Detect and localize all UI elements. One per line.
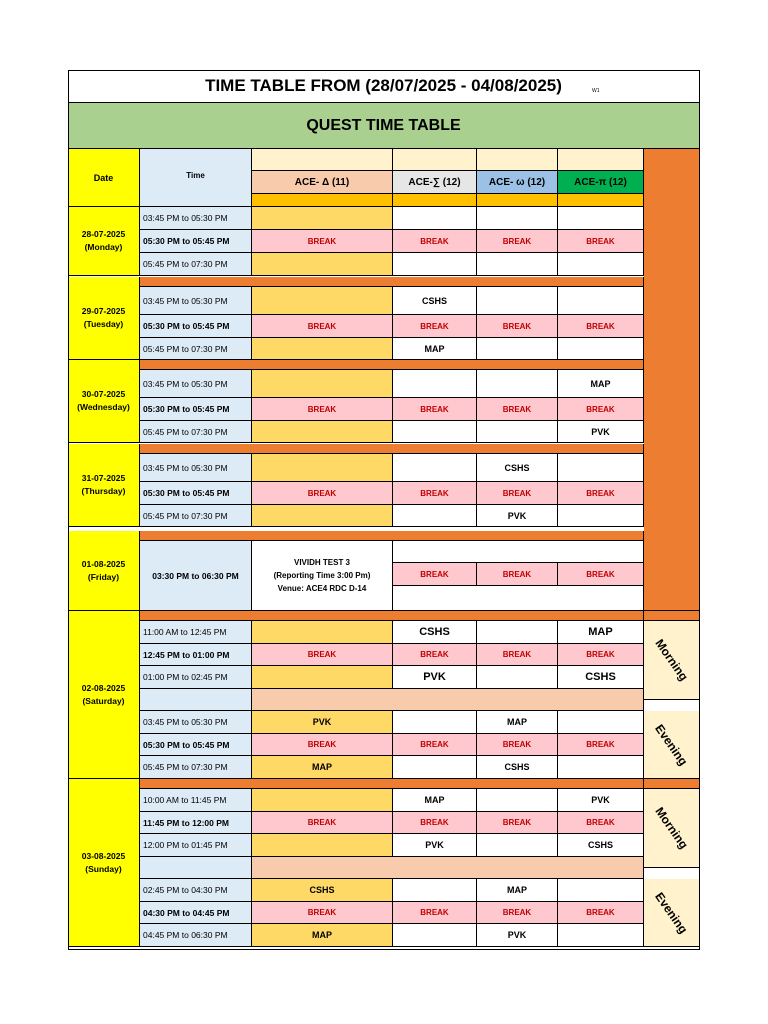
subject-cell (393, 879, 477, 902)
break-cell: BREAK (393, 734, 477, 756)
subject-cell (558, 454, 644, 482)
date-cell (68, 531, 140, 611)
subject-cell (477, 834, 558, 857)
subject-cell (393, 711, 477, 734)
time-cell: 05:45 PM to 07:30 PM (140, 756, 252, 779)
subject-cell: PVK (558, 421, 644, 443)
break-cell: BREAK (393, 563, 477, 586)
subject-cell (558, 287, 644, 315)
subject-cell: CSHS (393, 621, 477, 644)
weekday-label: (Thursday) (81, 486, 126, 496)
subject-cell (393, 505, 477, 527)
subject-cell (393, 370, 477, 398)
break-cell: BREAK (558, 644, 644, 666)
date-cell (68, 611, 140, 779)
break-cell: BREAK (252, 315, 393, 338)
date-cell (68, 277, 140, 360)
weekday-label: (Monday) (84, 242, 123, 252)
subject-cell (252, 505, 393, 527)
weekday-label: (Wednesday) (77, 402, 130, 412)
subject-cell: CSHS (558, 666, 644, 689)
subject-cell: PVK (477, 505, 558, 527)
date-label: 30-07-2025 (81, 389, 126, 399)
break-cell: BREAK (252, 812, 393, 834)
date-label: 29-07-2025 (81, 306, 126, 316)
subject-cell (477, 287, 558, 315)
column-header-time: Time (140, 149, 252, 207)
header-top-band (252, 149, 393, 171)
subject-cell (252, 621, 393, 644)
subject-cell (252, 338, 393, 360)
subject-cell: PVK (558, 789, 644, 812)
break-cell: BREAK (477, 482, 558, 505)
date-label: 01-08-2025 (81, 558, 126, 569)
time-cell: 05:45 PM to 07:30 PM (140, 338, 252, 360)
right-orange-block (644, 149, 700, 611)
column-header-group: ACE- Δ (11) (252, 171, 393, 194)
time-cell: 05:45 PM to 07:30 PM (140, 253, 252, 276)
time-cell (140, 689, 252, 711)
header-gold-band (252, 194, 393, 207)
subject-cell: CSHS (558, 834, 644, 857)
session-label-text: Evening (652, 721, 691, 768)
subject-cell (477, 421, 558, 443)
day-separator (140, 531, 644, 541)
subject-cell: MAP (477, 711, 558, 734)
time-cell: 05:45 PM to 07:30 PM (140, 421, 252, 443)
date-text (82, 472, 126, 498)
page-title (68, 70, 700, 103)
break-cell: BREAK (558, 812, 644, 834)
break-cell: BREAK (252, 644, 393, 666)
title-text: TIME TABLE FROM (28/07/2025 - 04/08/2025) (205, 76, 562, 95)
time-cell: 05:30 PM to 05:45 PM (140, 734, 252, 756)
weekday-label: (Tuesday) (83, 319, 124, 329)
subject-cell (477, 253, 558, 276)
session-label-text: Morning (652, 636, 691, 684)
lunch-band (252, 689, 644, 711)
subject-cell: PVK (252, 711, 393, 734)
subject-cell (558, 505, 644, 527)
time-cell: 10:00 AM to 11:45 PM (140, 789, 252, 812)
subject-cell (477, 666, 558, 689)
break-cell: BREAK (252, 734, 393, 756)
break-cell: BREAK (393, 902, 477, 924)
time-cell: 01:00 PM to 02:45 PM (140, 666, 252, 689)
date-label: 31-07-2025 (81, 473, 126, 483)
subject-cell (252, 253, 393, 276)
test-info-line: Venue: ACE4 RDC D-14 (277, 584, 367, 593)
subject-cell: MAP (393, 338, 477, 360)
subject-cell: CSHS (393, 287, 477, 315)
subject-cell (252, 370, 393, 398)
break-cell: BREAK (477, 902, 558, 924)
date-cell (68, 360, 140, 443)
break-cell: BREAK (393, 812, 477, 834)
break-cell: BREAK (393, 230, 477, 253)
break-cell: BREAK (558, 482, 644, 505)
subject-cell: MAP (558, 621, 644, 644)
break-cell: BREAK (477, 230, 558, 253)
sheet-marker: W1 (592, 88, 600, 94)
time-cell (140, 857, 252, 879)
date-cell (68, 207, 140, 276)
break-cell: BREAK (252, 482, 393, 505)
test-info-line: (Reporting Time 3:00 Pm) (273, 571, 371, 580)
time-cell: 03:45 PM to 05:30 PM (140, 370, 252, 398)
subject-cell: MAP (558, 370, 644, 398)
date-text (82, 305, 125, 331)
subject-cell (477, 338, 558, 360)
column-header-group: ACE-∑ (12) (393, 171, 477, 194)
blank-cell (393, 541, 644, 563)
break-cell: BREAK (393, 644, 477, 666)
session-label-text: Evening (652, 889, 691, 936)
subject-cell (393, 924, 477, 947)
header-top-band (558, 149, 644, 171)
subject-cell (393, 756, 477, 779)
column-header-date: Date (68, 149, 140, 207)
header-top-band (393, 149, 477, 171)
header-gold-band (393, 194, 477, 207)
lunch-band (252, 857, 644, 879)
subject-cell (558, 924, 644, 947)
date-text (82, 558, 125, 584)
subject-cell (393, 207, 477, 230)
break-cell: BREAK (558, 734, 644, 756)
date-label: 03-08-2025 (81, 850, 126, 861)
day-separator (140, 360, 644, 370)
break-cell: BREAK (558, 398, 644, 421)
test-info-cell (252, 541, 393, 611)
break-cell: BREAK (558, 902, 644, 924)
date-text (82, 682, 125, 708)
subject-cell (252, 454, 393, 482)
subject-cell: PVK (477, 924, 558, 947)
time-cell: 03:45 PM to 05:30 PM (140, 711, 252, 734)
header-gold-band (558, 194, 644, 207)
weekday-label: (Friday) (87, 571, 120, 582)
session-label-text: Morning (652, 804, 691, 852)
subject-cell: CSHS (477, 454, 558, 482)
weekday-label: (Sunday) (85, 863, 122, 874)
time-cell: 11:00 AM to 12:45 PM (140, 621, 252, 644)
subject-cell: CSHS (477, 756, 558, 779)
subtitle: QUEST TIME TABLE (68, 103, 700, 149)
subject-cell (252, 287, 393, 315)
date-text (82, 850, 125, 876)
date-label: 02-08-2025 (81, 682, 126, 693)
day-separator (644, 779, 700, 789)
break-cell: BREAK (558, 315, 644, 338)
subject-cell (558, 711, 644, 734)
header-gold-band (477, 194, 558, 207)
subject-cell (252, 834, 393, 857)
time-cell: 12:45 PM to 01:00 PM (140, 644, 252, 666)
time-cell: 05:45 PM to 07:30 PM (140, 505, 252, 527)
session-label (644, 789, 700, 868)
subject-cell: PVK (393, 834, 477, 857)
subject-cell: MAP (252, 924, 393, 947)
session-label (644, 711, 700, 779)
day-separator (140, 611, 644, 621)
time-cell: 02:45 PM to 04:30 PM (140, 879, 252, 902)
weekday-label: (Saturday) (82, 695, 125, 706)
break-cell: BREAK (558, 230, 644, 253)
break-cell: BREAK (477, 315, 558, 338)
date-text (77, 388, 130, 414)
timetable-sheet (68, 70, 700, 950)
time-cell: 05:30 PM to 05:45 PM (140, 398, 252, 421)
subject-cell (558, 879, 644, 902)
day-separator (140, 779, 644, 789)
day-separator (140, 444, 644, 454)
day-separator (140, 277, 644, 287)
break-cell: BREAK (558, 563, 644, 586)
time-cell: 03:45 PM to 05:30 PM (140, 454, 252, 482)
break-cell: BREAK (477, 644, 558, 666)
break-cell: BREAK (393, 315, 477, 338)
subject-cell (477, 370, 558, 398)
time-cell: 04:30 PM to 04:45 PM (140, 902, 252, 924)
date-cell (68, 444, 140, 527)
subject-cell (393, 421, 477, 443)
time-cell: 05:30 PM to 05:45 PM (140, 230, 252, 253)
subject-cell (477, 621, 558, 644)
time-cell: 05:30 PM to 05:45 PM (140, 482, 252, 505)
test-info (274, 556, 371, 595)
day-separator (644, 611, 700, 621)
subject-cell (252, 421, 393, 443)
subject-cell: MAP (393, 789, 477, 812)
subject-cell: CSHS (252, 879, 393, 902)
subject-cell (393, 253, 477, 276)
session-label (644, 879, 700, 947)
column-header-group: ACE- ω (12) (477, 171, 558, 194)
subject-cell (477, 789, 558, 812)
blank-cell (393, 586, 644, 611)
date-text (82, 228, 125, 254)
subject-cell (252, 207, 393, 230)
time-cell: 04:45 PM to 06:30 PM (140, 924, 252, 947)
subject-cell (252, 789, 393, 812)
break-cell: BREAK (252, 230, 393, 253)
subject-cell (558, 756, 644, 779)
subject-cell (558, 338, 644, 360)
subject-cell (477, 207, 558, 230)
test-info-line: VIVIDH TEST 3 (293, 558, 350, 567)
session-label (644, 621, 700, 700)
time-cell: 03:45 PM to 05:30 PM (140, 207, 252, 230)
column-header-group: ACE-π (12) (558, 171, 644, 194)
subject-cell: MAP (252, 756, 393, 779)
break-cell: BREAK (477, 398, 558, 421)
time-cell: 03:30 PM to 06:30 PM (140, 541, 252, 611)
break-cell: BREAK (252, 902, 393, 924)
break-cell: BREAK (477, 563, 558, 586)
date-label: 28-07-2025 (81, 229, 126, 239)
time-cell: 03:45 PM to 05:30 PM (140, 287, 252, 315)
break-cell: BREAK (393, 398, 477, 421)
header-top-band (477, 149, 558, 171)
subject-cell: PVK (393, 666, 477, 689)
break-cell: BREAK (393, 482, 477, 505)
subject-cell (558, 253, 644, 276)
time-cell: 05:30 PM to 05:45 PM (140, 315, 252, 338)
subject-cell (252, 666, 393, 689)
subject-cell (393, 454, 477, 482)
time-cell: 11:45 PM to 12:00 PM (140, 812, 252, 834)
break-cell: BREAK (252, 398, 393, 421)
time-cell: 12:00 PM to 01:45 PM (140, 834, 252, 857)
break-cell: BREAK (477, 734, 558, 756)
subject-cell: MAP (477, 879, 558, 902)
break-cell: BREAK (477, 812, 558, 834)
date-cell (68, 779, 140, 947)
subject-cell (558, 207, 644, 230)
